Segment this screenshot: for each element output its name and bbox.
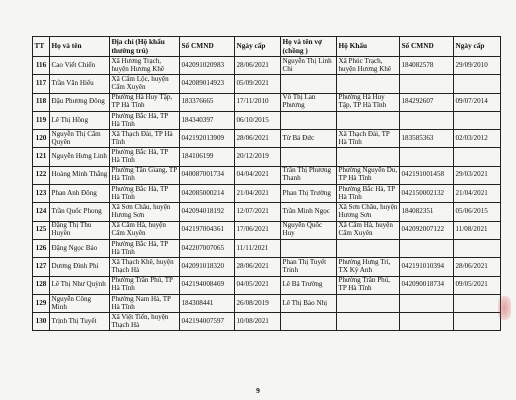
table-row (33, 148, 501, 166)
cell-spouse-id-number: 184292607 (400, 93, 454, 111)
cell-spouse-household (337, 294, 400, 312)
cell-address: Phường Nam Hà, TP Hà Tĩnh (110, 294, 180, 312)
cell-id-number: 042091018320 (180, 258, 235, 276)
cell-full-name: Đặng Thị Thu Huyền (50, 221, 110, 239)
cell-id-number: 042197004361 (180, 221, 235, 239)
cell-tt: 120 (33, 130, 50, 148)
cell-id-number: 042085000214 (180, 185, 235, 203)
cell-spouse-id-number: 183585363 (400, 130, 454, 148)
cell-issue-date: 11/11/2021 (235, 239, 281, 257)
cell-issue-date: 17/11/2010 (235, 93, 281, 111)
cell-spouse-id-number (400, 75, 454, 93)
table-row (33, 166, 501, 184)
cell-address: Phường Bắc Hà, TP Hà Tĩnh (110, 111, 180, 129)
cell-issue-date: 20/12/2019 (235, 148, 281, 166)
cell-spouse-household: Xã Sơn Châu, huyện Hương Sơn (337, 203, 400, 221)
cell-id-number: 042207007065 (180, 239, 235, 257)
cell-issue-date: 28/06/2021 (235, 130, 281, 148)
cell-spouse-id-number: 184082351 (400, 203, 454, 221)
header-spouse-issue-date: Ngày cấp (454, 37, 501, 57)
cell-spouse-id-number (400, 148, 454, 166)
cell-spouse-household (337, 75, 400, 93)
cell-tt: 125 (33, 221, 50, 239)
cell-full-name: Nguyễn Hưng Linh (50, 148, 110, 166)
cell-spouse-household: Phường Nguyễn Du, TP Hà Tĩnh (337, 166, 400, 184)
table-row (33, 57, 501, 75)
cell-address: Phường Trần Phú, TP Hà Tĩnh (110, 276, 180, 294)
table-row (33, 294, 501, 312)
cell-tt: 127 (33, 258, 50, 276)
cell-id-number: 040087001734 (180, 166, 235, 184)
header-spouse-name: Họ và tên vợ (chồng ) (281, 37, 337, 57)
cell-issue-date: 21/04/2021 (235, 185, 281, 203)
cell-address: Xã Việt Tiến, huyện Thạch Hà (110, 313, 180, 331)
cell-full-name: Trần Văn Hiếu (50, 75, 110, 93)
table-row (33, 313, 501, 331)
cell-spouse-name: Trần Thị Phương Thanh (281, 166, 337, 184)
cell-address: Phường Bắc Hà, TP Hà Tĩnh (110, 185, 180, 203)
table-row (33, 276, 501, 294)
cell-tt: 129 (33, 294, 50, 312)
cell-issue-date: 10/08/2021 (235, 313, 281, 331)
cell-id-number: 183376665 (180, 93, 235, 111)
cell-spouse-household (337, 111, 400, 129)
cell-id-number: 042091020983 (180, 57, 235, 75)
cell-address: Xã Sơn Châu, huyện Hương Sơn (110, 203, 180, 221)
cell-full-name: Cao Viết Chiến (50, 57, 110, 75)
header-spouse-id-number: Số CMND (400, 37, 454, 57)
cell-id-number: 184340397 (180, 111, 235, 129)
cell-spouse-name: Lê Bá Trường (281, 276, 337, 294)
cell-full-name: Trịnh Thị Tuyết (50, 313, 110, 331)
header-full-name: Họ và tên (50, 37, 110, 57)
cell-address: Phường Tân Giang, TP Hà Tĩnh (110, 166, 180, 184)
cell-tt: 126 (33, 239, 50, 257)
cell-spouse-name (281, 148, 337, 166)
cell-tt: 124 (33, 203, 50, 221)
cell-spouse-issue-date (454, 111, 501, 129)
cell-spouse-household (337, 313, 400, 331)
cell-spouse-issue-date: 05/06/2015 (454, 203, 501, 221)
cell-tt: 117 (33, 75, 50, 93)
cell-spouse-issue-date (454, 294, 501, 312)
cell-spouse-name (281, 313, 337, 331)
cell-spouse-issue-date: 29/09/2010 (454, 57, 501, 75)
cell-id-number: 042194008469 (180, 276, 235, 294)
cell-issue-date: 05/09/2021 (235, 75, 281, 93)
header-spouse-household: Hộ Khẩu (337, 37, 400, 57)
cell-spouse-household: Xã Thạch Đài, TP Hà Tĩnh (337, 130, 400, 148)
cell-tt: 119 (33, 111, 50, 129)
cell-spouse-household: Phường Bắc Hà, TP Hà Tĩnh (337, 185, 400, 203)
cell-issue-date: 04/05/2021 (235, 276, 281, 294)
cell-spouse-name: Phan Thị Tuyết Trinh (281, 258, 337, 276)
table-header-row (33, 37, 501, 57)
cell-address: Phường Bắc Hà, TP Hà Tĩnh (110, 239, 180, 257)
cell-id-number: 042192013909 (180, 130, 235, 148)
cell-spouse-id-number: 042092007122 (400, 221, 454, 239)
table-row (33, 93, 501, 111)
cell-spouse-household: Phường Hưng Trí, TX Kỳ Anh (337, 258, 400, 276)
cell-tt: 130 (33, 313, 50, 331)
cell-address: Xã Hương Trạch, huyện Hương Khê (110, 57, 180, 75)
cell-issue-date: 04/04/2021 (235, 166, 281, 184)
cell-spouse-issue-date (454, 313, 501, 331)
cell-spouse-issue-date (454, 75, 501, 93)
citizen-table (32, 36, 501, 331)
cell-issue-date: 12/07/2021 (235, 203, 281, 221)
cell-address: Xã Thạch Đài, TP Hà Tĩnh (110, 130, 180, 148)
cell-tt: 122 (33, 166, 50, 184)
cell-address: Phường Bắc Hà, TP Hà Tĩnh (110, 148, 180, 166)
cell-full-name: Lê Thị Như Quỳnh (50, 276, 110, 294)
cell-spouse-issue-date: 29/03/2021 (454, 166, 501, 184)
table-row (33, 203, 501, 221)
cell-spouse-household: Xã Phúc Trạch, huyện Hương Khê (337, 57, 400, 75)
cell-spouse-name: Võ Thị Lan Phương (281, 93, 337, 111)
cell-spouse-id-number: 184082578 (400, 57, 454, 75)
cell-spouse-id-number (400, 111, 454, 129)
cell-spouse-issue-date: 11/08/2021 (454, 221, 501, 239)
table-row (33, 221, 501, 239)
table-row (33, 258, 501, 276)
cell-issue-date: 28/06/2021 (235, 258, 281, 276)
cell-full-name: Nguyễn Công Minh (50, 294, 110, 312)
cell-spouse-name: Từ Bá Đức (281, 130, 337, 148)
page-number: 9 (256, 386, 260, 395)
cell-spouse-household (337, 148, 400, 166)
cell-spouse-id-number (400, 294, 454, 312)
cell-spouse-id-number: 042090018734 (400, 276, 454, 294)
cell-full-name: Nguyễn Thị Cẩm Quyên (50, 130, 110, 148)
cell-spouse-name: Lê Thị Bảo Nhị (281, 294, 337, 312)
cell-full-name: Phan Anh Đông (50, 185, 110, 203)
cell-spouse-issue-date: 28/06/2021 (454, 258, 501, 276)
header-id-number: Số CMND (180, 37, 235, 57)
cell-id-number: 042089014923 (180, 75, 235, 93)
cell-id-number: 184106199 (180, 148, 235, 166)
cell-address: Xã Thạch Khê, huyện Thạch Hà (110, 258, 180, 276)
cell-tt: 128 (33, 276, 50, 294)
cell-address: Phường Hà Huy Tập, TP Hà Tĩnh (110, 93, 180, 111)
cell-spouse-issue-date: 02/03/2012 (454, 130, 501, 148)
cell-spouse-issue-date: 09/05/2021 (454, 276, 501, 294)
cell-full-name: Lê Thị Hồng (50, 111, 110, 129)
cell-tt: 121 (33, 148, 50, 166)
cell-id-number: 042194007597 (180, 313, 235, 331)
cell-spouse-name: Phan Thị Trường (281, 185, 337, 203)
cell-id-number: 184308441 (180, 294, 235, 312)
cell-spouse-id-number: 042191001458 (400, 166, 454, 184)
cell-spouse-issue-date: 21/04/2021 (454, 185, 501, 203)
table-row (33, 75, 501, 93)
cell-spouse-household: Phường Hà Huy Tập, TP Hà Tĩnh (337, 93, 400, 111)
header-issue-date: Ngày cấp (235, 37, 281, 57)
cell-spouse-issue-date (454, 239, 501, 257)
cell-spouse-name: Trần Minh Ngọc (281, 203, 337, 221)
table-row (33, 111, 501, 129)
table-body (33, 57, 501, 331)
cell-full-name: Đặng Ngọc Bảo (50, 239, 110, 257)
red-stamp-mark (498, 296, 511, 320)
cell-issue-date: 26/08/2019 (235, 294, 281, 312)
cell-spouse-issue-date: 09/07/2014 (454, 93, 501, 111)
table-row (33, 130, 501, 148)
cell-full-name: Đậu Phương Đông (50, 93, 110, 111)
cell-tt: 118 (33, 93, 50, 111)
table-row (33, 185, 501, 203)
cell-spouse-id-number: 042191010394 (400, 258, 454, 276)
cell-tt: 123 (33, 185, 50, 203)
cell-address: Xã Cẩm Hà, huyện Cẩm Xuyên (110, 221, 180, 239)
header-address: Địa chỉ (Hộ khẩu thường trú) (110, 37, 180, 57)
cell-issue-date: 28/06/2021 (235, 57, 281, 75)
cell-spouse-name: Nguyễn Thị Linh Chi (281, 57, 337, 75)
cell-spouse-name (281, 75, 337, 93)
cell-spouse-id-number (400, 313, 454, 331)
cell-spouse-name (281, 239, 337, 257)
cell-full-name: Dương Đình Phi (50, 258, 110, 276)
cell-full-name: Trần Quốc Phong (50, 203, 110, 221)
cell-spouse-household (337, 239, 400, 257)
cell-spouse-name: Nguyễn Quốc Huy (281, 221, 337, 239)
table-row (33, 239, 501, 257)
header-tt: TT (33, 37, 50, 57)
cell-spouse-id-number (400, 239, 454, 257)
cell-spouse-issue-date (454, 148, 501, 166)
cell-spouse-id-number: 042150002132 (400, 185, 454, 203)
cell-spouse-household: Phường Trần Phú, TP Hà Tĩnh (337, 276, 400, 294)
cell-issue-date: 06/10/2015 (235, 111, 281, 129)
cell-address: Xã Cẩm Lộc, huyện Cẩm Xuyên (110, 75, 180, 93)
cell-id-number: 042094018192 (180, 203, 235, 221)
cell-tt: 116 (33, 57, 50, 75)
cell-issue-date: 17/06/2021 (235, 221, 281, 239)
cell-spouse-name (281, 111, 337, 129)
cell-spouse-household: Xã Cẩm Hà, huyện Cẩm Xuyên (337, 221, 400, 239)
cell-full-name: Hoàng Minh Thắng (50, 166, 110, 184)
